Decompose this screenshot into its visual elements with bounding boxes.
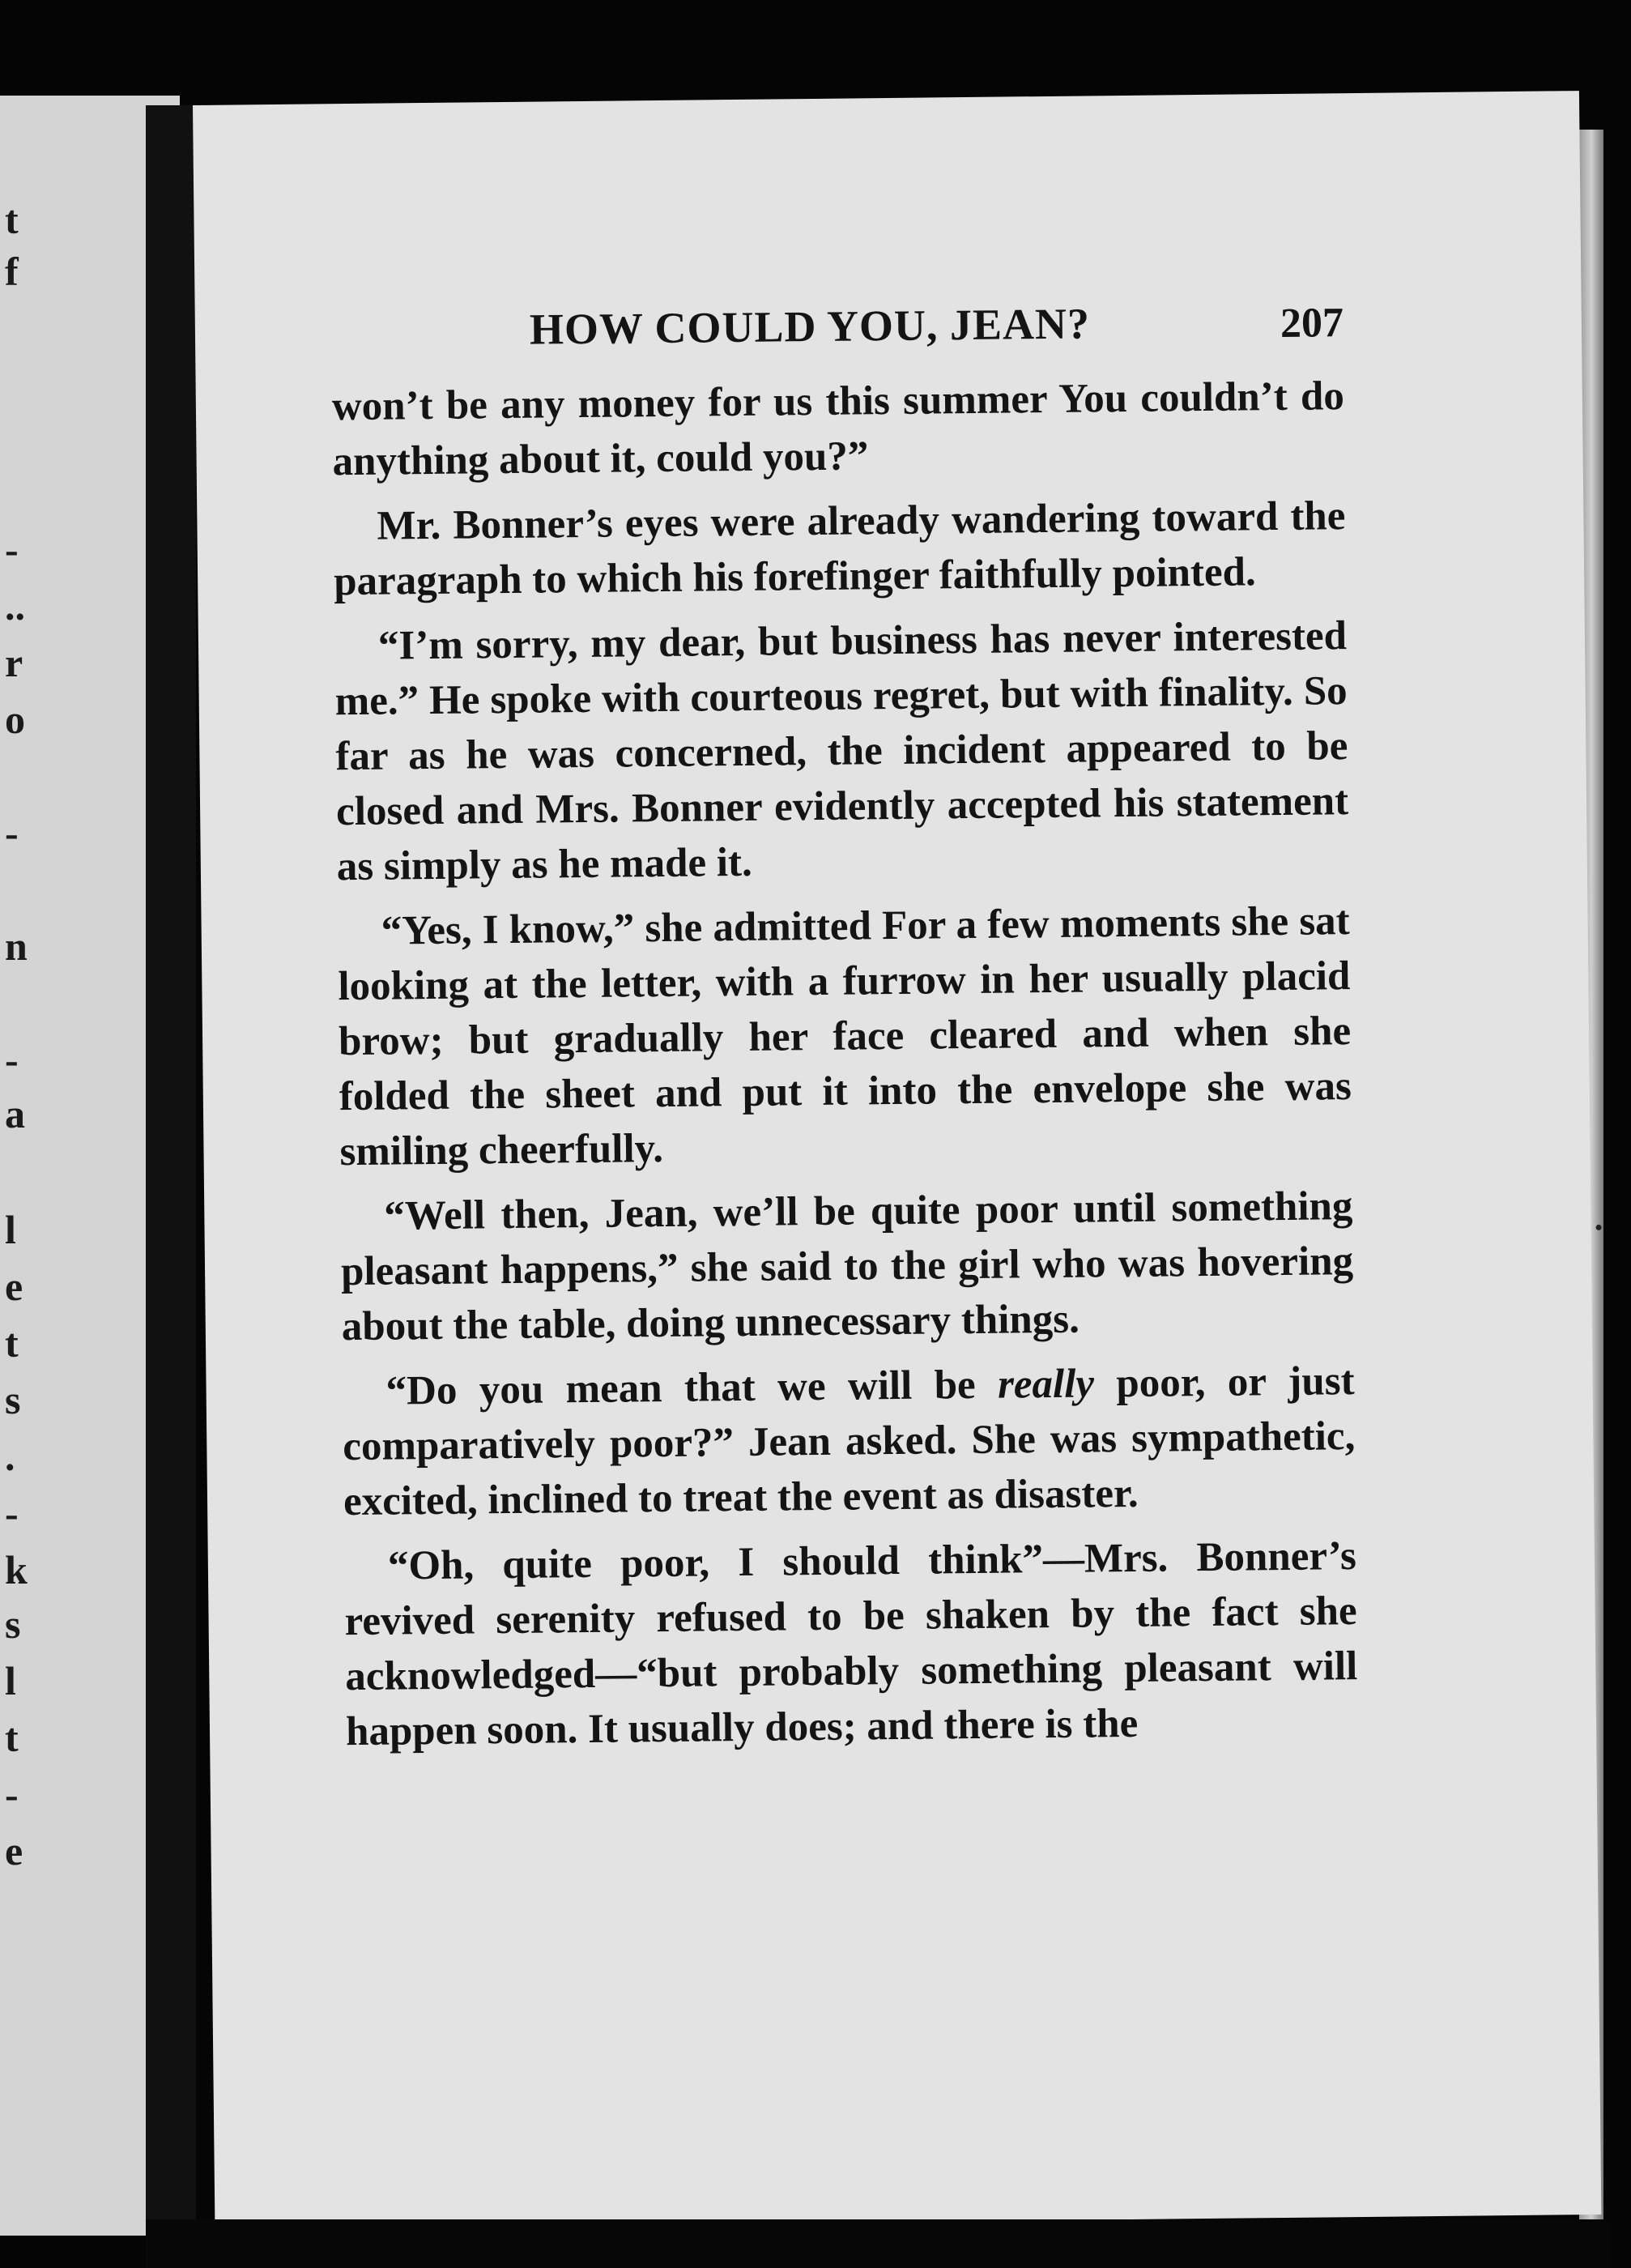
left-margin-char: e [5,1828,23,1874]
paragraph-text: poor, or just comparatively poor?” Jean asked. She was sympathetic, excited, inclined to treat the event as disaster. [343,1358,1356,1525]
left-margin-char: t [5,197,19,242]
left-margin-char: - [5,810,19,855]
ink-speck [1596,1225,1602,1230]
left-margin-char: f [5,249,19,294]
left-margin-char: s [5,1601,21,1647]
paragraph: “Oh, quite poor, I should think”—Mrs. Bonner’s revived serenity refused to be shaken by the fact she acknowledged—“but probably something pleasant will happen soon. It usually does; and there is the [344,1533,1358,1755]
bottom-shadow [146,2219,1612,2268]
left-margin-char: . [5,1434,15,1479]
left-margin-char: - [5,1490,19,1536]
paragraph: Mr. Bonner’s eyes were already wandering toward the paragraph to which his forefinger faithfully pointed. [333,493,1346,605]
left-margin-char: .. [5,583,25,629]
left-margin-char: o [5,697,25,742]
left-margin-char: e [5,1264,23,1309]
paragraph: “I’m sorry, my dear, but business has never interested me.” He spoke with courteous regret, but with finality. So far as he was concerned, the incident appeared to be closed and Mrs. Bonner evidently accepted his statement as simply as he made it. [334,613,1349,890]
left-margin-char: a [5,1091,25,1136]
emphasis-text: really [997,1361,1095,1408]
left-margin-char: k [5,1547,28,1592]
left-margin-char: l [5,1207,16,1252]
left-margin-char: - [5,526,19,572]
left-margin-char: t [5,1715,19,1760]
paragraph: “Yes, I know,” she admitted For a few moments she sat looking at the letter, with a furrow in her usually placid brow; but gradually her face cleared and when she folded the sheet and put it into the envelope she was smiling cheerfully. [338,898,1352,1175]
left-margin-char: r [5,640,23,685]
paragraph: won’t be any money for us this summer You couldn’t do anything about it, could you?” [331,373,1345,485]
left-margin-char: - [5,1037,19,1082]
page-content [331,296,1359,1769]
left-margin-char: - [5,1771,19,1817]
left-margin-char: l [5,1658,16,1703]
paragraph: “Well then, Jean, we’ll be quite poor until something pleasant happens,” she said to the girl who was hovering about the table, doing unnecessary things. [340,1183,1354,1350]
page-number: 207 [1280,300,1344,347]
running-head [331,296,1344,371]
left-margin-char: s [5,1377,21,1422]
left-margin-char: n [5,923,28,969]
paragraph-text: “Do you mean that we will be [385,1362,999,1414]
left-margin-char: t [5,1320,19,1366]
paragraph [342,1354,1356,1529]
book-page [193,91,1601,2229]
book-gutter [146,105,196,2232]
running-title: HOW COULD YOU, JEAN? [529,299,1091,354]
